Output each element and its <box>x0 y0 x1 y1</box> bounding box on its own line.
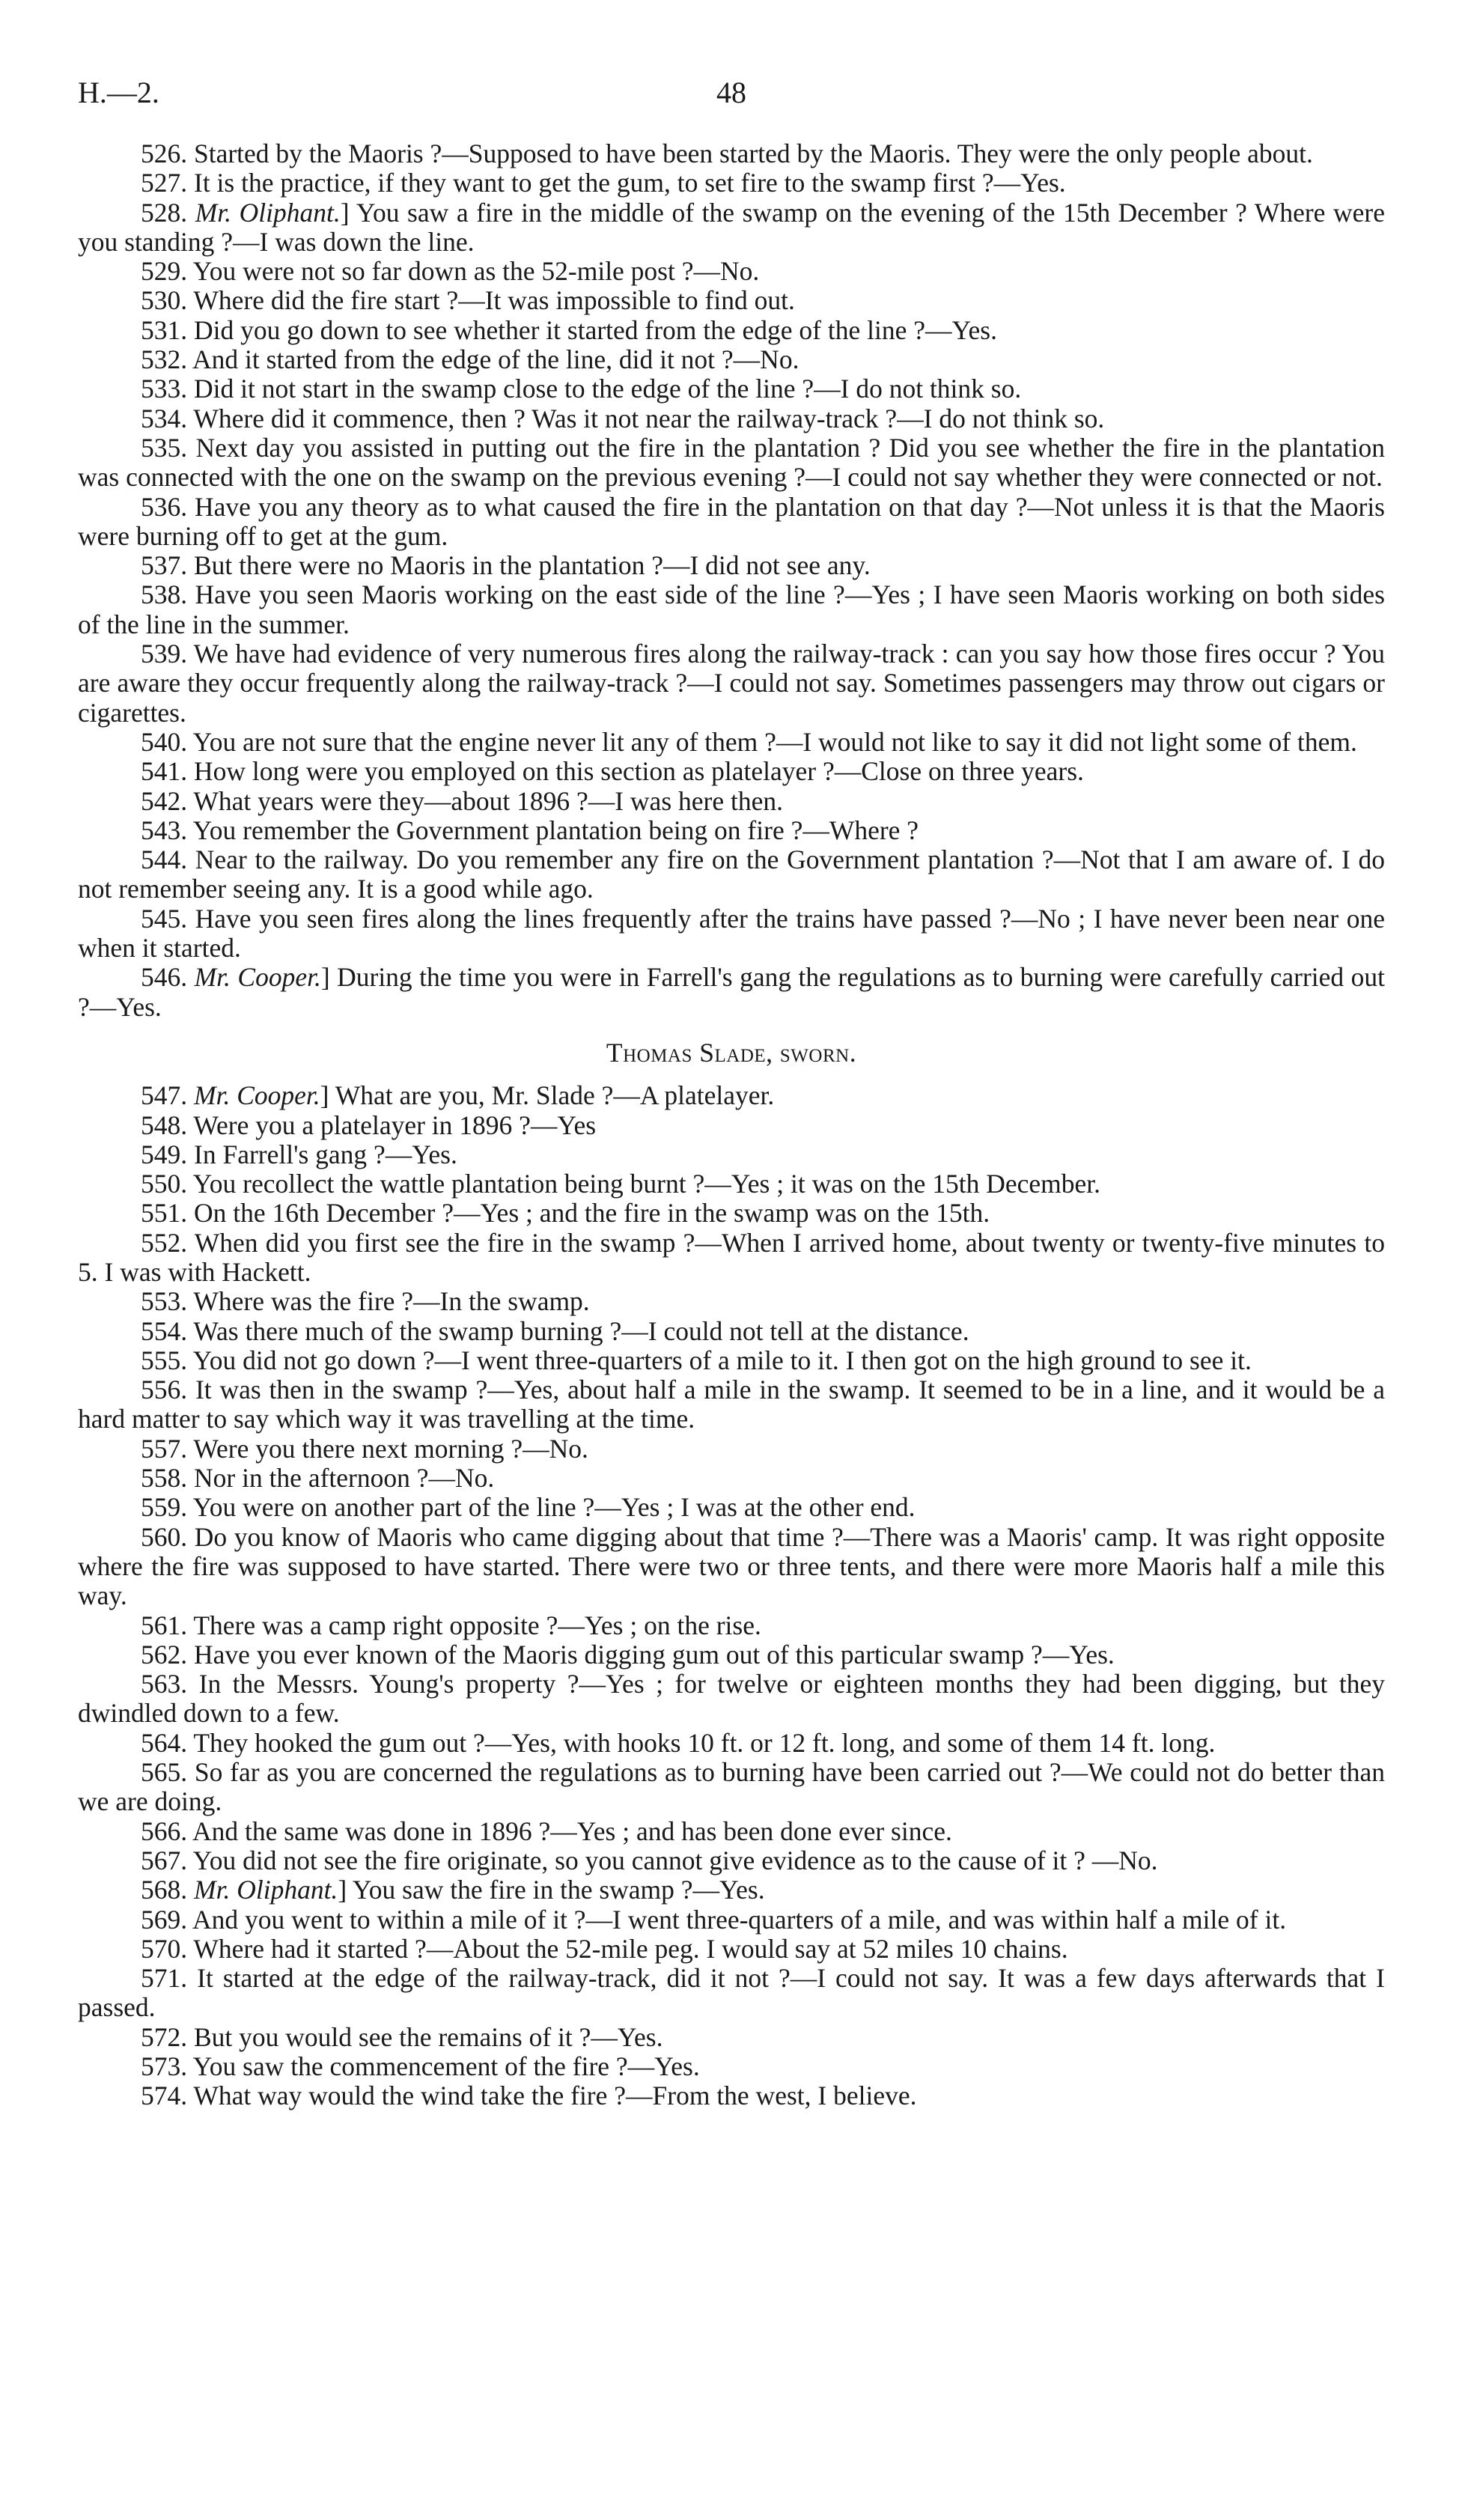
question-text: 559. You were on another part of the line ?—Yes ; I was at the other end. <box>141 1492 916 1523</box>
question-text: 544. Near to the railway. Do you remember any fire on the Government plantation ?—Not that I am aware of. I do not remember seeing any. It is a good while ago. <box>78 844 1385 904</box>
question-answer <box>78 316 1385 345</box>
question-text: 571. It started at the edge of the railway-track, did it not ?—I could not say. It was a few days afterwards that I passed. <box>78 1963 1385 2023</box>
question-answer <box>78 1111 1385 1140</box>
question-answer <box>78 2052 1385 2081</box>
question-text: 541. How long were you employed on this section as platelayer ?—Close on three years. <box>141 756 1084 787</box>
question-answer <box>78 1287 1385 1316</box>
question-text: 532. And it started from the edge of the line, did it not ?—No. <box>141 344 799 375</box>
question-text: 536. Have you any theory as to what caused the fire in the plantation on that day ?—Not unless it is that the Maoris were burning off to get at the gum. <box>78 491 1385 551</box>
question-text: 529. You were not so far down as the 52-mile post ?—No. <box>141 256 760 287</box>
question-answer <box>78 1081 1385 1110</box>
question-answer <box>78 2081 1385 2110</box>
question-text: 564. They hooked the gum out ?—Yes, with hooks 10 ft. or 12 ft. long, and some of them 14 ft. long. <box>141 1727 1216 1758</box>
question-answer <box>78 1493 1385 1522</box>
question-answer <box>78 404 1385 433</box>
question-answer <box>78 1611 1385 1640</box>
question-text: 526. Started by the Maoris ?—Supposed to have been started by the Maoris. They were the only people about. <box>141 139 1313 168</box>
question-answer <box>78 493 1385 552</box>
question-answer <box>78 1729 1385 1758</box>
question-text: 562. Have you ever known of the Maoris digging gum out of this particular swamp ?—Yes. <box>141 1639 1115 1670</box>
question-text: 535. Next day you assisted in putting out the fire in the plantation ? Did you see whether the fire in the plantation was connected with the one on the swamp on the previous evening ?—I could not say whether they were connected or not. <box>78 432 1385 493</box>
question-number: 546. <box>141 962 195 993</box>
question-text: 549. In Farrell's gang ?—Yes. <box>141 1139 457 1169</box>
question-answer <box>78 1640 1385 1670</box>
question-text: ] During the time you were in Farrell's gang the regulations as to burning were carefully carried out ?—Yes. <box>78 962 1385 1022</box>
question-text: 554. Was there much of the swamp burning ?—I could not tell at the distance. <box>141 1315 969 1346</box>
question-answer <box>78 551 1385 580</box>
question-text: 533. Did it not start in the swamp close to the edge of the line ?—I do not think so. <box>141 374 1022 404</box>
question-answer <box>78 1140 1385 1169</box>
question-text: 574. What way would the wind take the fire ?—From the west, I believe. <box>141 2081 917 2111</box>
question-text: 537. But there were no Maoris in the plantation ?—I did not see any. <box>141 550 871 581</box>
document-page <box>78 75 1385 2111</box>
document-reference: H.—2. <box>78 76 159 109</box>
examiner-name: Mr. Oliphant. <box>194 1875 338 1905</box>
question-text: 558. Nor in the afternoon ?—No. <box>141 1463 495 1494</box>
question-answer <box>78 1670 1385 1729</box>
examiner-name: Mr. Oliphant. <box>195 197 341 228</box>
question-number: 528. <box>141 197 195 228</box>
evidence-section-2 <box>78 1081 1385 2110</box>
question-text: 534. Where did it commence, then ? Was it not near the railway-track ?—I do not think so. <box>141 403 1105 433</box>
question-text: 530. Where did the fire start ?—It was impossible to find out. <box>141 285 795 316</box>
question-text: 560. Do you know of Maoris who came digging about that time ?—There was a Maoris' camp. It was right opposite where the fire was supposed to have started. There were two or three tents, and there were more Maoris half a mile this way. <box>78 1521 1385 1611</box>
question-answer <box>78 1846 1385 1875</box>
question-text: 543. You remember the Government plantation being on fire ?—Where ? <box>141 815 919 845</box>
question-answer <box>78 1875 1385 1905</box>
question-text: 545. Have you seen fires along the lines frequently after the trains have passed ?—No ; I have never been near one when it started. <box>78 903 1385 964</box>
question-answer <box>78 1905 1385 1935</box>
page-header <box>78 75 1385 120</box>
question-answer <box>78 1346 1385 1375</box>
question-text: 540. You are not sure that the engine never lit any of them ?—I would not like to say it did not light some of them. <box>141 726 1357 757</box>
question-answer <box>78 257 1385 286</box>
question-answer <box>78 845 1385 904</box>
question-text: 570. Where had it started ?—About the 52-mile peg. I would say at 52 miles 10 chains. <box>141 1933 1068 1964</box>
question-text: 527. It is the practice, if they want to get the gum, to set fire to the swamp first ?—Yes. <box>141 168 1066 198</box>
question-text: 548. Were you a platelayer in 1896 ?—Yes <box>141 1110 597 1140</box>
question-answer <box>78 1935 1385 1964</box>
question-text: 565. So far as you are concerned the regulations as to burning have been carried out ?—We could not do better than we are doing. <box>78 1757 1385 1817</box>
question-answer <box>78 904 1385 964</box>
question-answer <box>78 1317 1385 1346</box>
question-text: 531. Did you go down to see whether it started from the edge of the line ?—Yes. <box>141 314 997 345</box>
witness-heading: Thomas Slade, sworn. <box>606 1037 857 1068</box>
question-answer <box>78 1434 1385 1464</box>
question-text: 553. Where was the fire ?—In the swamp. <box>141 1286 590 1317</box>
question-answer <box>78 345 1385 374</box>
question-answer <box>78 1229 1385 1288</box>
question-answer <box>78 816 1385 845</box>
question-text: 542. What years were they—about 1896 ?—I was here then. <box>141 785 783 816</box>
question-text: 551. On the 16th December ?—Yes ; and the fire in the swamp was on the 15th. <box>141 1198 990 1229</box>
question-text: 569. And you went to within a mile of it ?—I went three-quarters of a mile, and was within half a mile of it. <box>141 1904 1287 1935</box>
question-text: ] You saw the fire in the swamp ?—Yes. <box>338 1875 765 1905</box>
question-answer <box>78 1817 1385 1846</box>
question-text: 563. In the Messrs. Young's property ?—Yes ; for twelve or eighteen months they had been digging, but they dwindled down to a few. <box>78 1669 1385 1729</box>
question-answer <box>78 374 1385 404</box>
question-answer <box>78 139 1385 168</box>
question-answer <box>78 1758 1385 1817</box>
question-text: 566. And the same was done in 1896 ?—Yes ; and has been done ever since. <box>141 1816 952 1846</box>
question-answer <box>78 1199 1385 1228</box>
question-answer <box>78 1169 1385 1199</box>
question-number: 547. <box>141 1080 194 1111</box>
question-number: 568. <box>141 1875 194 1905</box>
question-text: 561. There was a camp right opposite ?—Yes ; on the rise. <box>141 1610 761 1640</box>
question-answer <box>78 1964 1385 2023</box>
question-text: 572. But you would see the remains of it ?—Yes. <box>141 2021 663 2052</box>
examiner-name: Mr. Cooper. <box>194 962 321 993</box>
question-text: 550. You recollect the wattle plantation being burnt ?—Yes ; it was on the 15th December. <box>141 1169 1101 1199</box>
question-text: 555. You did not go down ?—I went three-quarters of a mile to it. I then got on the high ground to see it. <box>141 1345 1252 1375</box>
question-text: 539. We have had evidence of very numerous fires along the railway-track : can you say how those fires occur ? You are aware they occur frequently along the railway-track ?—I could not say. Sometimes passengers may throw out cigars or cigarettes. <box>78 639 1385 728</box>
question-answer <box>78 1375 1385 1434</box>
question-text: 538. Have you seen Maoris working on the east side of the line ?—Yes ; I have seen Maoris working on both sides of the line in the summer. <box>78 579 1385 639</box>
question-answer <box>78 1464 1385 1493</box>
question-text: ] What are you, Mr. Slade ?—A platelayer. <box>320 1080 775 1111</box>
question-answer <box>78 639 1385 728</box>
question-answer <box>78 286 1385 315</box>
question-answer <box>78 963 1385 1022</box>
question-text: 573. You saw the commencement of the fire ?—Yes. <box>141 2051 700 2081</box>
question-answer <box>78 433 1385 493</box>
question-text: 567. You did not see the fire originate, so you cannot give evidence as to the cause of it ? —No. <box>141 1845 1158 1875</box>
transcript-body <box>78 139 1385 2111</box>
evidence-section-1 <box>78 139 1385 1022</box>
question-text: 556. It was then in the swamp ?—Yes, about half a mile in the swamp. It seemed to be in a line, and it would be a hard matter to say which way it was travelling at the time. <box>78 1375 1385 1434</box>
question-answer <box>78 168 1385 198</box>
question-answer <box>78 580 1385 639</box>
question-answer <box>78 198 1385 258</box>
question-text: 552. When did you first see the fire in the swamp ?—When I arrived home, about twenty or twenty-five minutes to 5. I was with Hackett. <box>78 1227 1385 1287</box>
question-answer <box>78 2023 1385 2052</box>
question-answer <box>78 757 1385 786</box>
question-answer <box>78 1523 1385 1611</box>
examiner-name: Mr. Cooper. <box>194 1080 320 1111</box>
question-answer <box>78 728 1385 757</box>
question-text: 557. Were you there next morning ?—No. <box>141 1433 588 1464</box>
question-answer <box>78 787 1385 816</box>
question-text: ] You saw a fire in the middle of the swamp on the evening of the 15th December ? Where were you standing ?—I was down the line. <box>78 197 1385 257</box>
page-number: 48 <box>716 76 746 109</box>
